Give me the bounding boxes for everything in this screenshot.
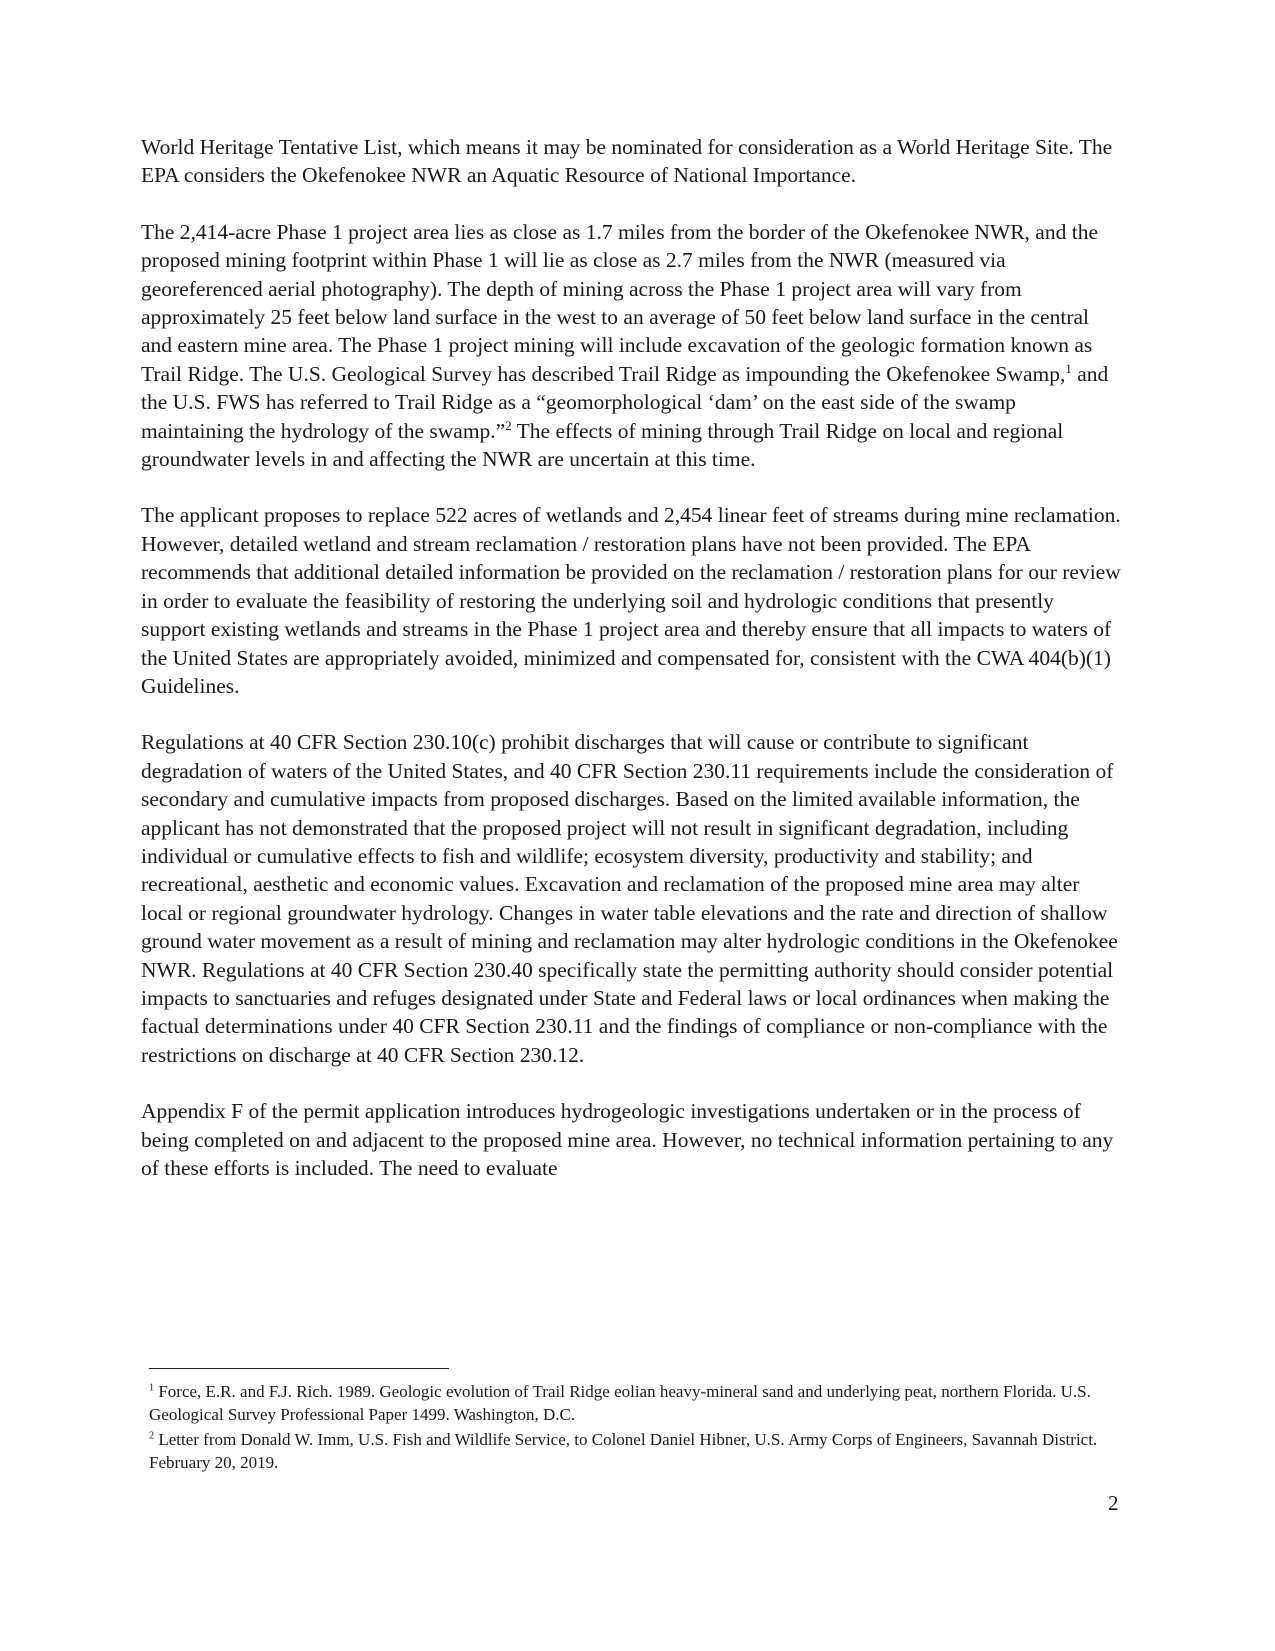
footnotes: [149, 1380, 1129, 1476]
paragraph-phase1-project-area: [141, 218, 1121, 474]
paragraph-reclamation: The applicant proposes to replace 522 acres of wetlands and 2,454 linear feet of streams during mine reclamation. However, detailed wetland and stream reclamation / restoration plans have not been provided. The EPA recommends that additional detailed information be provided on the reclamation / restoration plans for our review in order to evaluate the feasibility of restoring the underlying soil and hydrologic conditions that presently support existing wetlands and streams in the Phase 1 project area and thereby ensure that all impacts to waters of the United States are appropriately avoided, minimized and compensated for, consistent with the CWA 404(b)(1) Guidelines.: [141, 503, 1121, 698]
page-number: 2: [1108, 1491, 1119, 1515]
footnote-text-2: Letter from Donald W. Imm, U.S. Fish and Wildlife Service, to Colonel Daniel Hibner, U.S. Army Corps of Engineers, Savannah District. February 20, 2019.: [149, 1430, 1098, 1472]
paragraph-appendix-f: Appendix F of the permit application introduces hydrogeologic investigations undertaken or in the process of being completed on and adjacent to the proposed mine area. However, no technical information pertaining to any of these efforts is included. The need to evaluate: [141, 1099, 1114, 1180]
footnote-text-1: Force, E.R. and F.J. Rich. 1989. Geologic evolution of Trail Ridge eolian heavy-mineral sand and underlying peat, northern Florida. U.S. Geological Survey Professional Paper 1499. Washington, D.C.: [149, 1382, 1091, 1424]
footnote-ref-1: 1: [1065, 361, 1072, 376]
paragraph-phase1-text-c: The effects of mining through Trail Ridge on local and regional groundwater levels in and affecting the NWR are uncertain at this time.: [141, 418, 1064, 472]
footnote-2: [149, 1428, 1129, 1474]
paragraph-phase1-text-b: and the U.S. FWS has referred to Trail Ridge as a “geomorphological ‘dam’ on the east side of the swamp maintaining the hydrology of the swamp.”: [141, 361, 1109, 443]
footnote-separator: [149, 1368, 449, 1369]
footnote-ref-2: 2: [505, 418, 512, 433]
paragraph-phase1-text-a: The 2,414-acre Phase 1 project area lies as close as 1.7 miles from the border of the Okefenokee NWR, and the proposed mining footprint within Phase 1 will lie as close as 2.7 miles from the NWR (measured via georeferenced aerial photography). The depth of mining across the Phase 1 project area will vary from approximately 25 feet below land surface in the west to an average of 50 feet below land surface in the central and eastern mine area. The Phase 1 project mining will include excavation of the geologic formation known as Trail Ridge. The U.S. Geological Survey has described Trail Ridge as impounding the Okefenokee Swamp,: [141, 219, 1098, 386]
paragraph-heritage: World Heritage Tentative List, which means it may be nominated for consideration as a World Heritage Site. The EPA considers the Okefenokee NWR an Aquatic Resource of National Importance.: [141, 135, 1113, 188]
footnote-1: [149, 1380, 1129, 1426]
body-text: [141, 133, 1121, 1210]
paragraph-regulations: Regulations at 40 CFR Section 230.10(c) prohibit discharges that will cause or contribute to significant degradation of waters of the United States, and 40 CFR Section 230.11 requirements include the consideration of secondary and cumulative impacts from proposed discharges. Based on the limited available information, the applicant has not demonstrated that the proposed project will not result in significant degradation, including individual or cumulative effects to fish and wildlife; ecosystem diversity, productivity and stability; and recreational, aesthetic and economic values. Excavation and reclamation of the proposed mine area may alter local or regional groundwater hydrology. Changes in water table elevations and the rate and direction of shallow ground water movement as a result of mining and reclamation may alter hydrologic conditions in the Okefenokee NWR. Regulations at 40 CFR Section 230.40 specifically state the permitting authority should consider potential impacts to sanctuaries and refuges designated under State and Federal laws or local ordinances when making the factual determinations under 40 CFR Section 230.11 and the findings of compliance or non-compliance with the restrictions on discharge at 40 CFR Section 230.12.: [141, 730, 1118, 1067]
footnote-marker-1: 1: [149, 1382, 155, 1394]
footnote-marker-2: 2: [149, 1430, 155, 1442]
